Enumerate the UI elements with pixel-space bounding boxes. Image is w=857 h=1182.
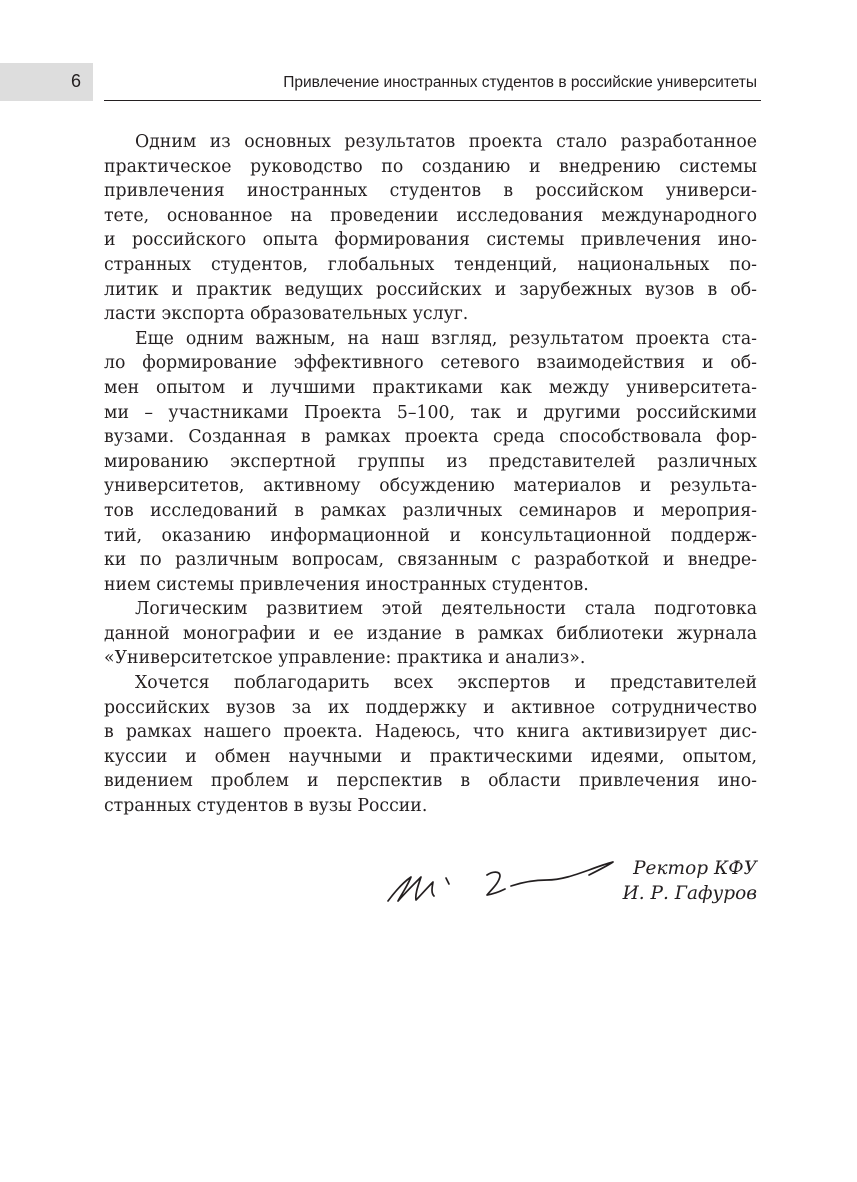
text-line: литик и практик ведущих российских и зарубежных вузов в об- [104,279,757,300]
text-line: мированию экспертной группы из представителей различных [104,451,757,472]
text-line: университетов, активному обсуждению материалов и результа- [104,476,757,497]
text-line: видением проблем и перспектив в области привлечения ино- [104,771,757,792]
text-line: странных студентов в вузы России. [104,796,428,817]
main-text [104,130,757,819]
paragraph-1 [104,130,757,327]
text-line: тов исследований в рамках различных семинаров и мероприя- [104,500,757,521]
text-line: в рамках нашего проекта. Надеюсь, что книга активизирует дис- [104,722,757,743]
text-line: мен опытом и лучшими практиками как между университета- [104,377,757,398]
text-line: куссии и обмен научными и практическими идеями, опытом, [104,746,757,767]
text-line: Логическим развитием этой деятельности стала подготовка [135,599,757,620]
text-line: Еще одним важным, на наш взгляд, результатом проекта ста- [135,328,757,349]
text-line: российских вузов за их поддержку и активное сотрудничество [104,697,757,718]
text-line: Одним из основных результатов проекта стало разработанное [135,132,757,152]
paragraph-4 [104,671,757,819]
text-line: практическое руководство по созданию и внедрению системы [104,156,757,177]
signature-block [623,856,757,906]
signatory-name: И. Р. Гафуров [622,883,757,904]
page-number: 6 [71,71,82,91]
text-line: и российского опыта формирования системы привлечения ино- [104,230,757,251]
text-line: странных студентов, глобальных тенденций, национальных по- [104,254,757,275]
text-line: данной монографии и ее издание в рамках библиотеки журнала [104,623,757,644]
signatory-position: Ректор КФУ [633,858,757,879]
text-line: тий, оказанию информационной и консультационной поддерж- [104,525,757,546]
text-line: ки по различным вопросам, связанным с разработкой и внедре- [104,550,757,571]
text-line: привлечения иностранных студентов в российском универси- [104,181,757,202]
text-line: вузами. Созданная в рамках проекта среда способствовала фор- [104,427,757,448]
paragraph-2 [104,327,757,598]
text-line: ми – участниками Проекта 5–100, так и другими российскими [104,402,757,423]
handwritten-signature [383,855,619,907]
header-divider [104,100,761,101]
running-header-title: Привлечение иностранных студентов в российские университеты [283,74,757,91]
text-line: «Университетское управление: практика и анализ». [104,648,586,669]
text-line: Хочется поблагодарить всех экспертов и представителей [135,673,757,694]
text-line: ласти экспорта образовательных услуг. [104,304,469,325]
text-line: ло формирование эффективного сетевого взаимодействия и об- [104,353,757,374]
paragraph-3 [104,597,757,671]
text-line: нием системы привлечения иностранных студентов. [104,574,589,595]
text-line: тете, основанное на проведении исследования международного [104,205,757,226]
